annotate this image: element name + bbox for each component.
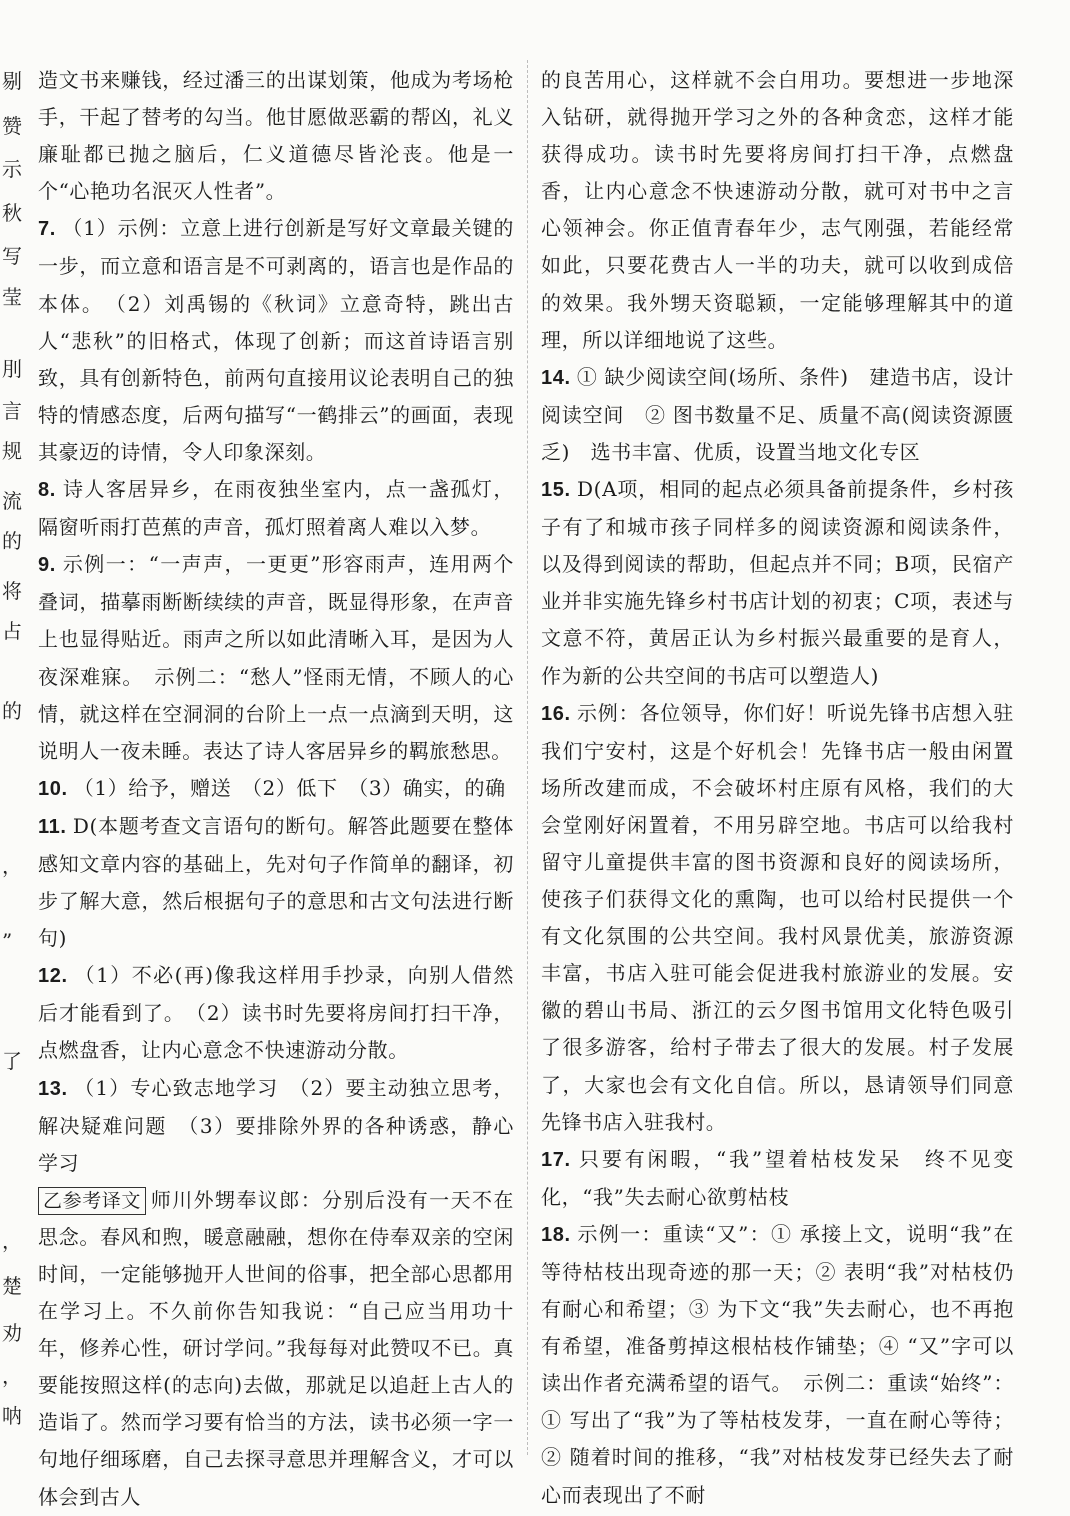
edge-char: 劝 xyxy=(2,1321,22,1345)
edge-char: 刖 xyxy=(2,357,22,381)
answer-item xyxy=(541,1216,1014,1514)
item-number: 11. xyxy=(38,815,73,838)
left-edge-cropped-text xyxy=(0,60,22,1460)
edge-char: 赞 xyxy=(2,114,22,138)
item-text: D(本题考查文言语句的断句。解答此题要在整体感知文章内容的基础上，先对句子作简单的翻译，初步了解大意，然后根据句子的意思和古文句法进行断句) xyxy=(38,813,515,951)
edge-char: 秋 xyxy=(2,201,22,225)
answer-item xyxy=(38,808,514,957)
edge-char: 的 xyxy=(2,699,22,723)
item-number: 14. xyxy=(541,366,577,389)
item-number: 12. xyxy=(38,965,75,988)
item-text: （1）不必(再)像我这样用手抄录，向别人借然后才能看到了。 （2）读书时先要将房间打扫干净，点燃盘香，让内心意念不快速游动分散。 xyxy=(38,963,515,1063)
edge-char: 呐 xyxy=(2,1404,22,1428)
text-block xyxy=(38,62,514,210)
item-text: 的良苦用心，这样就不会白用功。要想进一步地深入钻研，就得抛开学习之外的各种贪恋，这样才能获得成功。读书时先要将房间打扫干净，点燃盘香，让内心意念不快速游动分散，就可对书中之言心领神会。你正值青春年少，志气刚强，若能经常如此，只要花费古人一半的功夫，就可以收到成倍的效果。我外甥天资聪颖，一定能够理解其中的道理，所以详细地说了这些。 xyxy=(541,68,1014,352)
item-text: ① 缺少阅读空间(场所、条件) 建造书店，设计阅读空间 ② 图书数量不足、质量不高(阅读资源匮乏) 选书丰富、优质，设置当地文化专区 xyxy=(541,364,1014,464)
edge-char: 莹 xyxy=(2,285,22,309)
item-text: 示例一：“一声声，一更更”形容雨声，连用两个叠词，描摹雨断断续续的声音，既显得形象，在声音上也显得贴近。雨声之所以如此清晰入耳，是因为人夜深难寐。 示例二：“愁人”怪雨无情，不顾人的心情，就这样在空洞洞的台阶上一点一点滴到天明，这说明人一夜未睡。表达了诗人客居异乡的羁旅愁思。 xyxy=(38,552,514,763)
edge-char: 言 xyxy=(2,399,22,423)
item-number: 15. xyxy=(541,479,578,502)
item-text: 示例一：重读“又”：① 承接上文，说明“我”在等待枯枝出现奇迹的那一天；② 表明“我”对枯枝仍有耐心和希望；③ 为下文“我”失去耐心，也不再抱有希望，准备剪掉这根枯枝作铺垫；④ “又”字可以读出作者充满希望的语气。 示例二：重读“始终”：① 写出了“我”为了等枯枝发芽，一直在耐心等待；② 随着时间的推移，“我”对枯枝发芽已经失去了耐心而表现出了不耐 xyxy=(541,1221,1014,1507)
edge-char: 楚 xyxy=(2,1274,22,1298)
edge-char: ， xyxy=(2,854,22,878)
edge-char: 占 xyxy=(2,619,22,643)
edge-char: ， xyxy=(2,1229,22,1253)
text-block xyxy=(38,1182,514,1516)
right-column xyxy=(541,62,1014,1514)
edge-char: 的 xyxy=(2,529,22,553)
item-number: 8. xyxy=(38,479,63,502)
item-text: （1）示例：立意上进行创新是写好文章最关键的一步，而立意和语言是不可剥离的，语言也是作品的本体。 （2）刘禹锡的《秋词》立意奇特，跳出古人“悲秋”的旧格式，体现了创新；而这首诗语言别致，具有创新特色，前两句直接用议论表明自己的独特的情感态度，后两句描写“一鹤排云”的画面，表现其豪迈的诗情，令人印象深刻。 xyxy=(38,216,514,464)
edge-char: ” xyxy=(2,929,13,953)
answer-item xyxy=(38,546,514,770)
item-text: 示例：各位领导，你们好！听说先锋书店想入驻我们宁安村，这是个好机会！先锋书店一般由闲置场所改建而成，不会破坏村庄原有风格，我们的大会堂刚好闲置着，不用另辟空地。书店可以给我村留守儿童提供丰富的图书资源和良好的阅读场所，使孩子们获得文化的熏陶，也可以给村民提供一个有文化氛围的公共空间。我村风景优美，旅游资源丰富，书店入驻可能会促进我村旅游业的发展。安徽的碧山书局、浙江的云夕图书馆用文化特色吸引了很多游客，给村子带去了很大的发展。村子发展了，大家也会有文化自信。所以，恳请领导们同意先锋书店入驻我村。 xyxy=(541,700,1014,1134)
item-text: 师川外甥奉议郎：分别后没有一天不在思念。春风和煦，暖意融融，想你在侍奉双亲的空闲时间，一定能够抛开人世间的俗事，把全部心思都用在学习上。不久前你告知我说：“自己应当用功十年，修养心性，研讨学问。”我每每对此赞叹不已。真要能按照这样(的志向)去做，那就足以追赶上古人的造诣了。然而学习要有恰当的方法，读书必须一字一句地仔细琢磨，自己去探寻意思并理解含义，才可以体会到古人 xyxy=(38,1187,514,1509)
reference-translation-tag: 乙参考译文 xyxy=(38,1187,146,1215)
item-number: 17. xyxy=(541,1148,579,1171)
item-text: （1）给予，赠送 （2）低下 （3）确实，的确 xyxy=(73,775,506,800)
answer-item xyxy=(541,471,1014,695)
answer-item xyxy=(38,471,514,546)
item-number: 9. xyxy=(38,554,63,577)
item-number: 13. xyxy=(38,1077,75,1100)
item-text: D(A项，相同的起点必须具备前提条件，乡村孩子有了和城市孩子同样多的阅读资源和阅读条件，以及得到阅读的帮助，但起点并不同；B项，民宿产业并非实施先锋乡村书店计划的初衷；C项，表述与文意不符，黄居正认为乡村振兴最重要的是育人，作为新的公共空间的书店可以塑造人) xyxy=(541,477,1014,688)
item-text: 造文书来赚钱，经过潘三的出谋划策，他成为考场枪手，干起了替考的勾当。他甘愿做恶霸的帮凶，礼义廉耻都已抛之脑后，仁义道德尽皆沦丧。他是一个“心艳功名泯灭人性者”。 xyxy=(38,68,514,204)
item-text: 只要有闲暇，“我”望着枯枝发呆 终不见变化，“我”失去耐心欲剪枯枝 xyxy=(541,1146,1014,1209)
item-number: 18. xyxy=(541,1223,578,1246)
edge-char: 剔 xyxy=(2,69,22,93)
edge-char: 示 xyxy=(2,157,22,181)
answer-item xyxy=(541,1141,1014,1216)
item-number: 7. xyxy=(38,218,63,241)
item-text: 诗人客居异乡，在雨夜独坐室内，点一盏孤灯，隔窗听雨打芭蕉的声音，孤灯照着离人难以入梦。 xyxy=(38,477,514,540)
left-column xyxy=(38,62,514,1516)
edge-char: 了 xyxy=(2,1049,22,1073)
answer-item xyxy=(38,957,514,1069)
column-divider xyxy=(527,60,528,1455)
answer-item xyxy=(541,695,1014,1141)
item-number: 16. xyxy=(541,702,577,725)
edge-char: 规 xyxy=(2,439,22,463)
edge-char: ， xyxy=(2,1364,22,1388)
item-number: 10. xyxy=(38,777,74,800)
edge-char: 将 xyxy=(2,579,22,603)
answer-item xyxy=(38,770,514,808)
item-text: （1）专心致志地学习 （2）要主动独立思考，解决疑难问题 （3）要排除外界的各种诱惑，静心学习 xyxy=(38,1075,514,1175)
answer-item xyxy=(38,210,514,471)
edge-char: 流 xyxy=(2,489,22,513)
answer-item xyxy=(38,1070,514,1182)
text-block xyxy=(541,62,1014,359)
edge-char: 写 xyxy=(2,244,22,268)
answer-item xyxy=(541,359,1014,471)
